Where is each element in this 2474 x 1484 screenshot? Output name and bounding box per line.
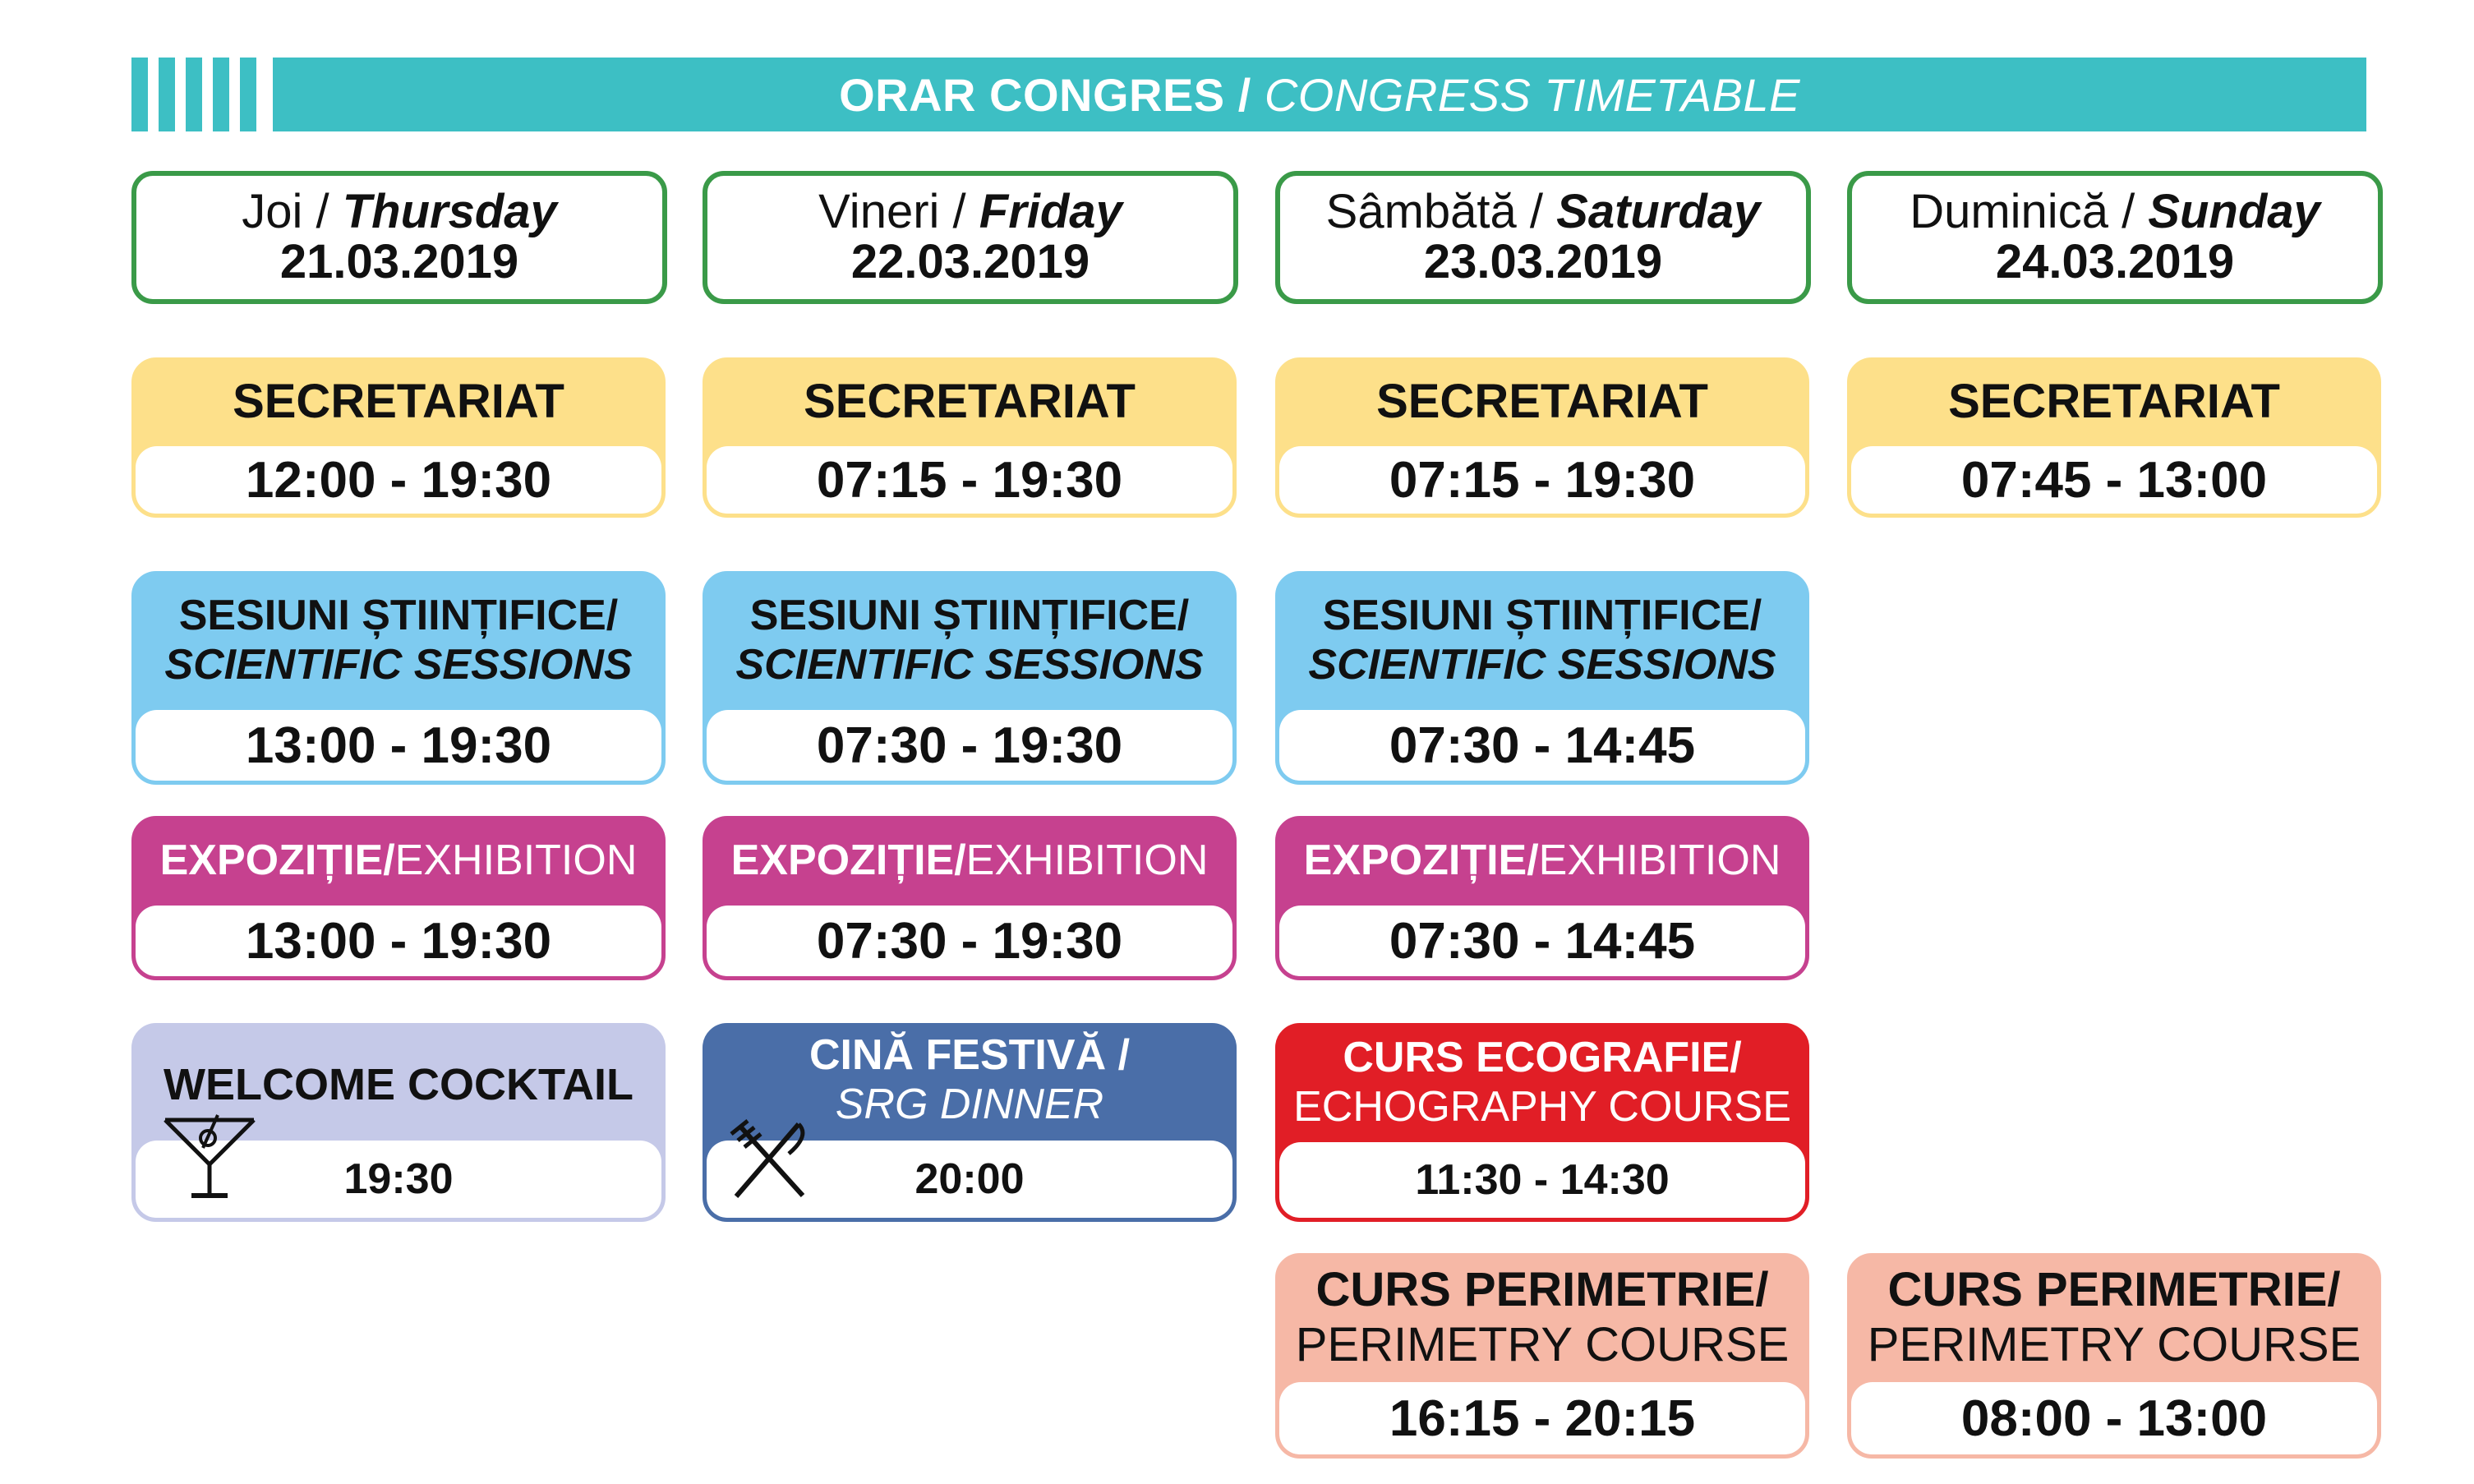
- title-ro: ORAR CONGRES: [839, 68, 1225, 121]
- perimetry-block-saturday: [1275, 1253, 1809, 1459]
- sessions-time: 07:30 - 19:30: [707, 710, 1232, 781]
- dinner-block: [703, 1023, 1237, 1222]
- sessions-time: 13:00 - 19:30: [136, 710, 661, 781]
- secretariat-block-friday: [703, 357, 1237, 518]
- sessions-time: 07:30 - 14:45: [1279, 710, 1805, 781]
- header-stripe: [240, 58, 256, 131]
- cocktail-block: [131, 1023, 666, 1222]
- sessions-label-ro: SESIUNI ȘTIINȚIFICE/: [178, 592, 619, 640]
- title-en: CONGRESS TIMETABLE: [1264, 68, 1800, 121]
- secretariat-block-saturday: [1275, 357, 1809, 518]
- echography-block: [1275, 1023, 1809, 1222]
- perimetry-time: 16:15 - 20:15: [1279, 1382, 1805, 1454]
- day-name-en: Friday: [979, 185, 1122, 239]
- sessions-label-en: SCIENTIFIC SESSIONS: [164, 641, 633, 689]
- header-stripe: [213, 58, 229, 131]
- day-name-ro: Joi: [242, 185, 303, 239]
- secretariat-label: SECRETARIAT: [233, 374, 564, 428]
- day-date: 22.03.2019: [850, 235, 1090, 288]
- day-name-ro: Duminică: [1910, 185, 2108, 239]
- perimetry-label-ro: CURS PERIMETRIE/: [1887, 1263, 2341, 1317]
- echography-label-ro: CURS ECOGRAFIE/: [1343, 1034, 1742, 1082]
- sessions-block-saturday: [1275, 571, 1809, 785]
- day-header-saturday: Sâmbătă / Saturday 23.03.2019: [1275, 171, 1811, 304]
- exhibition-label-ro: EXPOZIȚIE/: [1303, 836, 1539, 885]
- day-header-sunday: Duminică / Sunday 24.03.2019: [1847, 171, 2383, 304]
- day-header-friday: Vineri / Friday 22.03.2019: [703, 171, 1238, 304]
- day-header-thursday: Joi / Thursday 21.03.2019: [131, 171, 667, 304]
- cocktail-label: WELCOME COCKTAIL: [164, 1059, 633, 1109]
- echography-time: 11:30 - 14:30: [1279, 1142, 1805, 1218]
- exhibition-block-friday: [703, 816, 1237, 980]
- perimetry-label-en: PERIMETRY COURSE: [1295, 1318, 1790, 1371]
- dinner-label-en: SRG DINNER: [835, 1081, 1104, 1128]
- day-date: 23.03.2019: [1423, 235, 1663, 288]
- secretariat-label: SECRETARIAT: [1948, 374, 2280, 428]
- day-name-en: Thursday: [342, 185, 557, 239]
- header-stripe: [186, 58, 202, 131]
- day-name-ro: Vineri: [818, 185, 940, 239]
- exhibition-label-en: EXHIBITION: [394, 836, 638, 885]
- header-stripe: [159, 58, 175, 131]
- exhibition-time: 07:30 - 19:30: [707, 906, 1232, 976]
- cocktail-time: 19:30: [136, 1141, 661, 1218]
- sessions-label-ro: SESIUNI ȘTIINȚIFICE/: [749, 592, 1190, 640]
- exhibition-time: 07:30 - 14:45: [1279, 906, 1805, 976]
- echography-label-en: ECHOGRAPHY COURSE: [1293, 1083, 1791, 1131]
- secretariat-label: SECRETARIAT: [804, 374, 1136, 428]
- header-stripe: [131, 58, 148, 131]
- sessions-label-en: SCIENTIFIC SESSIONS: [735, 641, 1204, 689]
- dinner-time: 20:00: [707, 1141, 1232, 1218]
- exhibition-block-thursday: [131, 816, 666, 980]
- exhibition-time: 13:00 - 19:30: [136, 906, 661, 976]
- secretariat-time: 07:15 - 19:30: [707, 446, 1232, 514]
- day-date: 21.03.2019: [279, 235, 519, 288]
- exhibition-label-en: EXHIBITION: [965, 836, 1209, 885]
- title-separator: /: [1224, 68, 1265, 121]
- secretariat-label: SECRETARIAT: [1376, 374, 1708, 428]
- exhibition-block-saturday: [1275, 816, 1809, 980]
- secretariat-block-sunday: [1847, 357, 2381, 518]
- dinner-label-ro: CINĂ FESTIVĂ /: [809, 1031, 1131, 1080]
- day-name-en: Sunday: [2148, 185, 2320, 239]
- sessions-label-ro: SESIUNI ȘTIINȚIFICE/: [1322, 592, 1762, 640]
- sessions-label-en: SCIENTIFIC SESSIONS: [1308, 641, 1776, 689]
- day-name-en: Saturday: [1556, 185, 1761, 239]
- page-title: [273, 58, 2366, 131]
- day-name-ro: Sâmbătă: [1325, 185, 1517, 239]
- cocktail-icon: [160, 1113, 259, 1204]
- secretariat-time: 07:45 - 13:00: [1851, 446, 2377, 514]
- secretariat-block-thursday: [131, 357, 666, 518]
- perimetry-block-sunday: [1847, 1253, 2381, 1459]
- secretariat-time: 07:15 - 19:30: [1279, 446, 1805, 514]
- exhibition-label-ro: EXPOZIȚIE/: [730, 836, 966, 885]
- day-date: 24.03.2019: [1995, 235, 2235, 288]
- exhibition-label-ro: EXPOZIȚIE/: [159, 836, 395, 885]
- perimetry-label-en: PERIMETRY COURSE: [1867, 1318, 2361, 1371]
- sessions-block-thursday: [131, 571, 666, 785]
- fork-knife-icon: [725, 1118, 815, 1204]
- exhibition-label-en: EXHIBITION: [1538, 836, 1781, 885]
- sessions-block-friday: [703, 571, 1237, 785]
- perimetry-time: 08:00 - 13:00: [1851, 1382, 2377, 1454]
- secretariat-time: 12:00 - 19:30: [136, 446, 661, 514]
- perimetry-label-ro: CURS PERIMETRIE/: [1315, 1263, 1769, 1317]
